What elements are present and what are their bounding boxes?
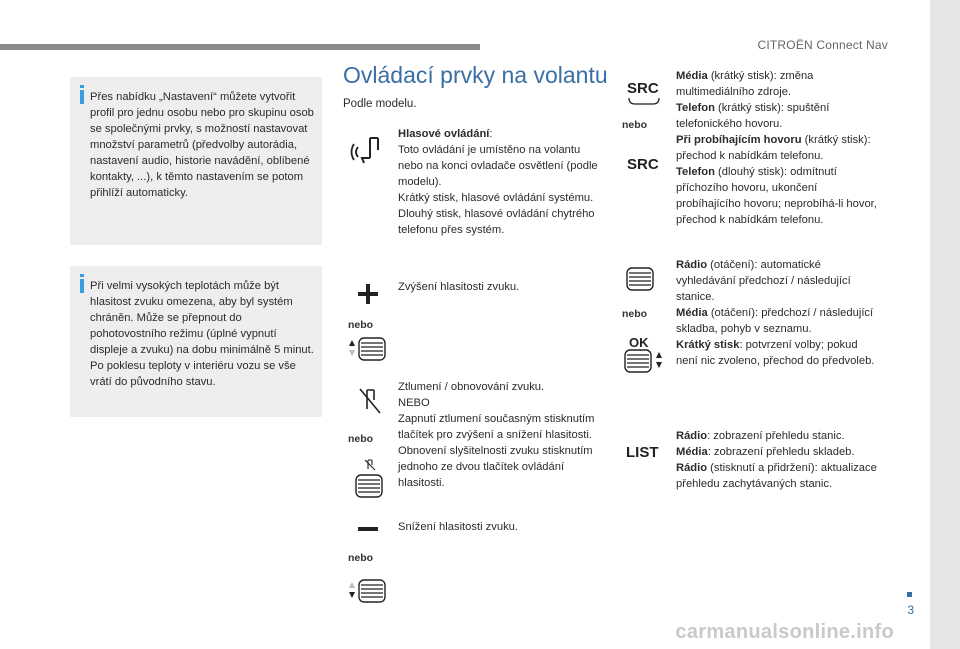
- side-strip: [930, 0, 960, 649]
- radio-desc-term: Rádio: [676, 259, 708, 271]
- list-desc-term: Rádio: [676, 430, 708, 442]
- src-button-label: SRC: [627, 156, 659, 173]
- radio-desc-term: Krátký stisk: [676, 339, 740, 351]
- radio-desc-text: (otáčení): automatické vyhledávání předchozí / následující stanice.: [676, 259, 851, 303]
- header-brand: CITROËN Connect Nav: [757, 38, 888, 52]
- src-desc-term: Při probíhajícím hovoru: [676, 134, 802, 146]
- list-desc-text: (stisknutí a přidržení): aktualizace přehledu zachytávaných stanic.: [676, 462, 877, 490]
- page-number: 3: [907, 603, 914, 617]
- or-label: nebo: [622, 119, 648, 131]
- src-desc-term: Telefon: [676, 102, 715, 114]
- list-desc: [676, 428, 881, 492]
- info-icon: [80, 279, 84, 293]
- voice-command-title: Hlasové ovládání: [398, 128, 490, 140]
- watermark: carmanualsonline.info: [675, 621, 894, 643]
- voice-command-desc: Hlasové ovládání: Toto ovládání je umístěno na volantu nebo na konci ovladače osvětlení (podle modelu). Krátký stisk, hlasové ovládání systému. Dlouhý stisk, hlasové ovládání chytrého telefonu přes systém.: [398, 128, 598, 236]
- list-button-label: LIST: [626, 444, 659, 461]
- list-desc-text: : zobrazení přehledu skladeb.: [707, 446, 855, 458]
- src-switch-icon: [627, 96, 661, 106]
- list-desc-text: : zobrazení přehledu stanic.: [707, 430, 845, 442]
- mute-desc-line: Obnovení slyšitelnosti zvuku stisknutím jednoho ze dvou tlačítek ovládání hlasitosti.: [398, 445, 593, 489]
- info-note-text: Přes nabídku „Nastavení“ můžete vytvořit profil pro jednu osobu nebo pro skupinu osob se společnými prvky, s možností nastavovat množství parametrů (předvolby autorádia, nastavení audio, historie navádění, oblíbené kontakty, ...), k těmto nastavením se potom přihlíží automaticky.: [90, 91, 314, 199]
- section-title: Ovládací prvky na volantu: [343, 62, 608, 88]
- radio-desc-text: (otáčení): předchozí / následující skladba, pohyb v seznamu.: [676, 307, 874, 335]
- src-desc-text: (krátký stisk): změna multimediálního zdroje.: [676, 70, 814, 98]
- next-page-marker: [907, 592, 912, 597]
- voice-desc-line: Krátký stisk, hlasové ovládání systému.: [398, 192, 594, 204]
- radio-desc-text: : potvrzení volby; pokud není nic zvoleno, přechod do předvoleb.: [676, 339, 875, 367]
- volume-up-desc: Zvýšení hlasitosti zvuku.: [398, 281, 520, 293]
- info-note-profiles: [70, 77, 322, 245]
- src-desc-term: Média: [676, 70, 708, 82]
- volume-down-desc: Snížení hlasitosti zvuku.: [398, 521, 519, 533]
- info-note-temperature: [70, 266, 322, 417]
- src-button-label: SRC: [627, 80, 659, 97]
- src-desc-term: Telefon: [676, 166, 715, 178]
- plus-icon: [357, 283, 379, 305]
- voice-desc-line: Dlouhý stisk, hlasové ovládání chytrého telefonu přes systém.: [398, 208, 595, 236]
- mute-small-icon: [364, 459, 376, 471]
- mute-desc-line: Zapnutí ztlumení současným stisknutím tlačítek pro zvýšení a snížení hlasitosti.: [398, 413, 595, 441]
- list-desc-term: Rádio: [676, 462, 708, 474]
- mute-desc-line: Ztlumení / obnovování zvuku.: [398, 381, 545, 393]
- mute-desc: [398, 379, 603, 491]
- section-intro: Podle modelu.: [343, 98, 417, 110]
- src-desc-text: (dlouhý stisk): odmítnutí příchozího hovoru, ukončení probíhajícího hovoru; neprobíhá-li hovor, přechod k nabídkám telefonu.: [676, 166, 877, 226]
- src-desc: [676, 68, 881, 228]
- ok-button-label: OK: [629, 335, 649, 350]
- minus-icon: [357, 525, 379, 533]
- ok-thumbwheel-icon: [621, 348, 667, 376]
- or-label: nebo: [348, 552, 374, 564]
- voice-desc-line: Toto ovládání je umístěno na volantu nebo na konci ovladače osvětlení (podle modelu).: [398, 144, 598, 188]
- mute-desc-line: NEBO: [398, 397, 430, 409]
- or-label: nebo: [622, 308, 648, 320]
- list-desc-term: Média: [676, 446, 708, 458]
- thumbwheel-icon: [352, 473, 386, 499]
- or-label: nebo: [348, 319, 374, 331]
- info-icon: [80, 90, 84, 104]
- radio-desc-term: Média: [676, 307, 708, 319]
- voice-command-icon: [350, 132, 384, 168]
- radio-desc: [676, 257, 881, 369]
- src-desc-text: (krátký stisk): spuštění telefonického hovoru.: [676, 102, 830, 130]
- thumbwheel-down-icon: [346, 578, 388, 604]
- or-label: nebo: [348, 433, 374, 445]
- header-rule: [0, 44, 480, 50]
- thumbwheel-icon: [623, 266, 657, 292]
- thumbwheel-up-icon: [346, 336, 388, 362]
- info-note-text: Při velmi vysokých teplotách může být hlasitost zvuku omezena, aby byl systém chráněn. Může se přepnout do pohotovostního režimu (úplné vypnutí displeje a zvuku) na dobu minimálně 5 minut. Po poklesu teploty v interiéru vozu se vše vrátí do původního stavu.: [90, 280, 314, 388]
- mute-icon: [358, 387, 382, 415]
- src-desc-text: (krátký stisk): přechod k nabídkám telefonu.: [676, 134, 871, 162]
